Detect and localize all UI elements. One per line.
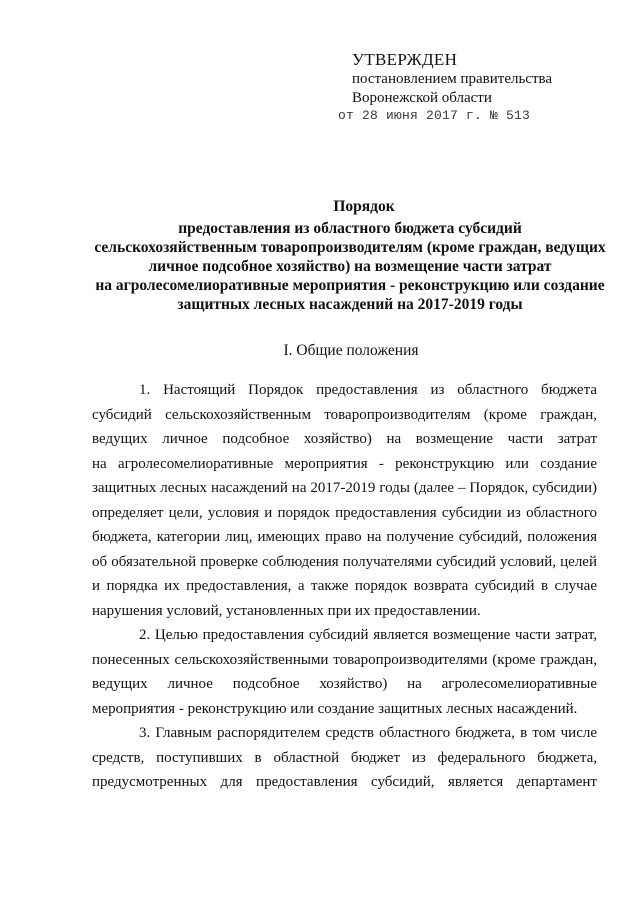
text-line: ведущих личное подсобное хозяйство) на возмещение части затрат <box>92 431 597 447</box>
paragraph-2 <box>92 623 597 721</box>
subtitle-line: сельскохозяйственным товаропроизводителям (кроме граждан, ведущих <box>94 239 606 256</box>
paragraph-1 <box>92 378 597 623</box>
text-line: средств, поступивших в областной бюджет из федерального бюджета, <box>92 749 597 766</box>
approval-stamp <box>338 50 612 123</box>
text-line: и порядка их предоставления, а также порядок возврата субсидий в случае <box>92 578 597 594</box>
subtitle-line: защитных лесных насаждений на 2017-2019 годы <box>177 296 523 313</box>
text-line: 3. Главным распорядителем средств областного бюджета, в том числе <box>139 725 597 741</box>
section-heading: I. Общие положения <box>283 342 419 359</box>
text-line: нарушения условий, установленных при их предоставлении. <box>92 602 481 619</box>
paragraph-3 <box>92 721 597 795</box>
text-line: защитных лесных насаждений на 2017-2019 годы (далее – Порядок, субсидии) <box>92 480 597 496</box>
document-subtitle <box>90 219 610 314</box>
text-line: 2. Целью предоставления субсидий является возмещение части затрат, <box>139 627 597 643</box>
text-line: ведущих личное подсобное хозяйство) на агролесомелиоративные <box>92 676 597 692</box>
subtitle-line: предоставления из областного бюджета субсидий <box>178 220 522 237</box>
text-line: 1. Настоящий Порядок предоставления из областного бюджета <box>139 382 597 398</box>
text-line: предусмотренных для предоставления субсидий, является департамент <box>92 774 597 790</box>
body-text <box>92 378 597 795</box>
text-line: бюджета, категории лиц, имеющих право на получение субсидий, положения <box>92 529 597 545</box>
text-line: мероприятия - реконструкцию или создание защитных лесных насаждений. <box>92 700 578 717</box>
approval-line-2: Воронежской области <box>352 90 492 106</box>
approval-line-1: постановлением правительства <box>352 71 553 87</box>
text-line: на агролесомелиоративные мероприятия - реконструкцию или создание <box>92 455 597 472</box>
approval-title: УТВЕРЖДЕН <box>352 50 458 69</box>
subtitle-line: на агролесомелиоративные мероприятия - реконструкцию или создание <box>95 277 605 294</box>
text-line: определяет цели, условия и порядок предоставления субсидии из областного <box>92 504 597 521</box>
text-line: субсидий сельскохозяйственным товаропроизводителям (кроме граждан, <box>92 406 597 423</box>
approval-date-number: от 28 июня 2017 г. № 513 <box>338 108 531 123</box>
document-title-block <box>0 197 640 313</box>
text-line: об обязательной проверке соблюдения получателями субсидий условий, целей <box>92 553 597 570</box>
text-line: понесенных сельскохозяйственными товаропроизводителями (кроме граждан, <box>92 651 597 668</box>
document-title: Порядок <box>333 198 395 215</box>
subtitle-line: личное подсобное хозяйство) на возмещение части затрат <box>148 258 552 275</box>
